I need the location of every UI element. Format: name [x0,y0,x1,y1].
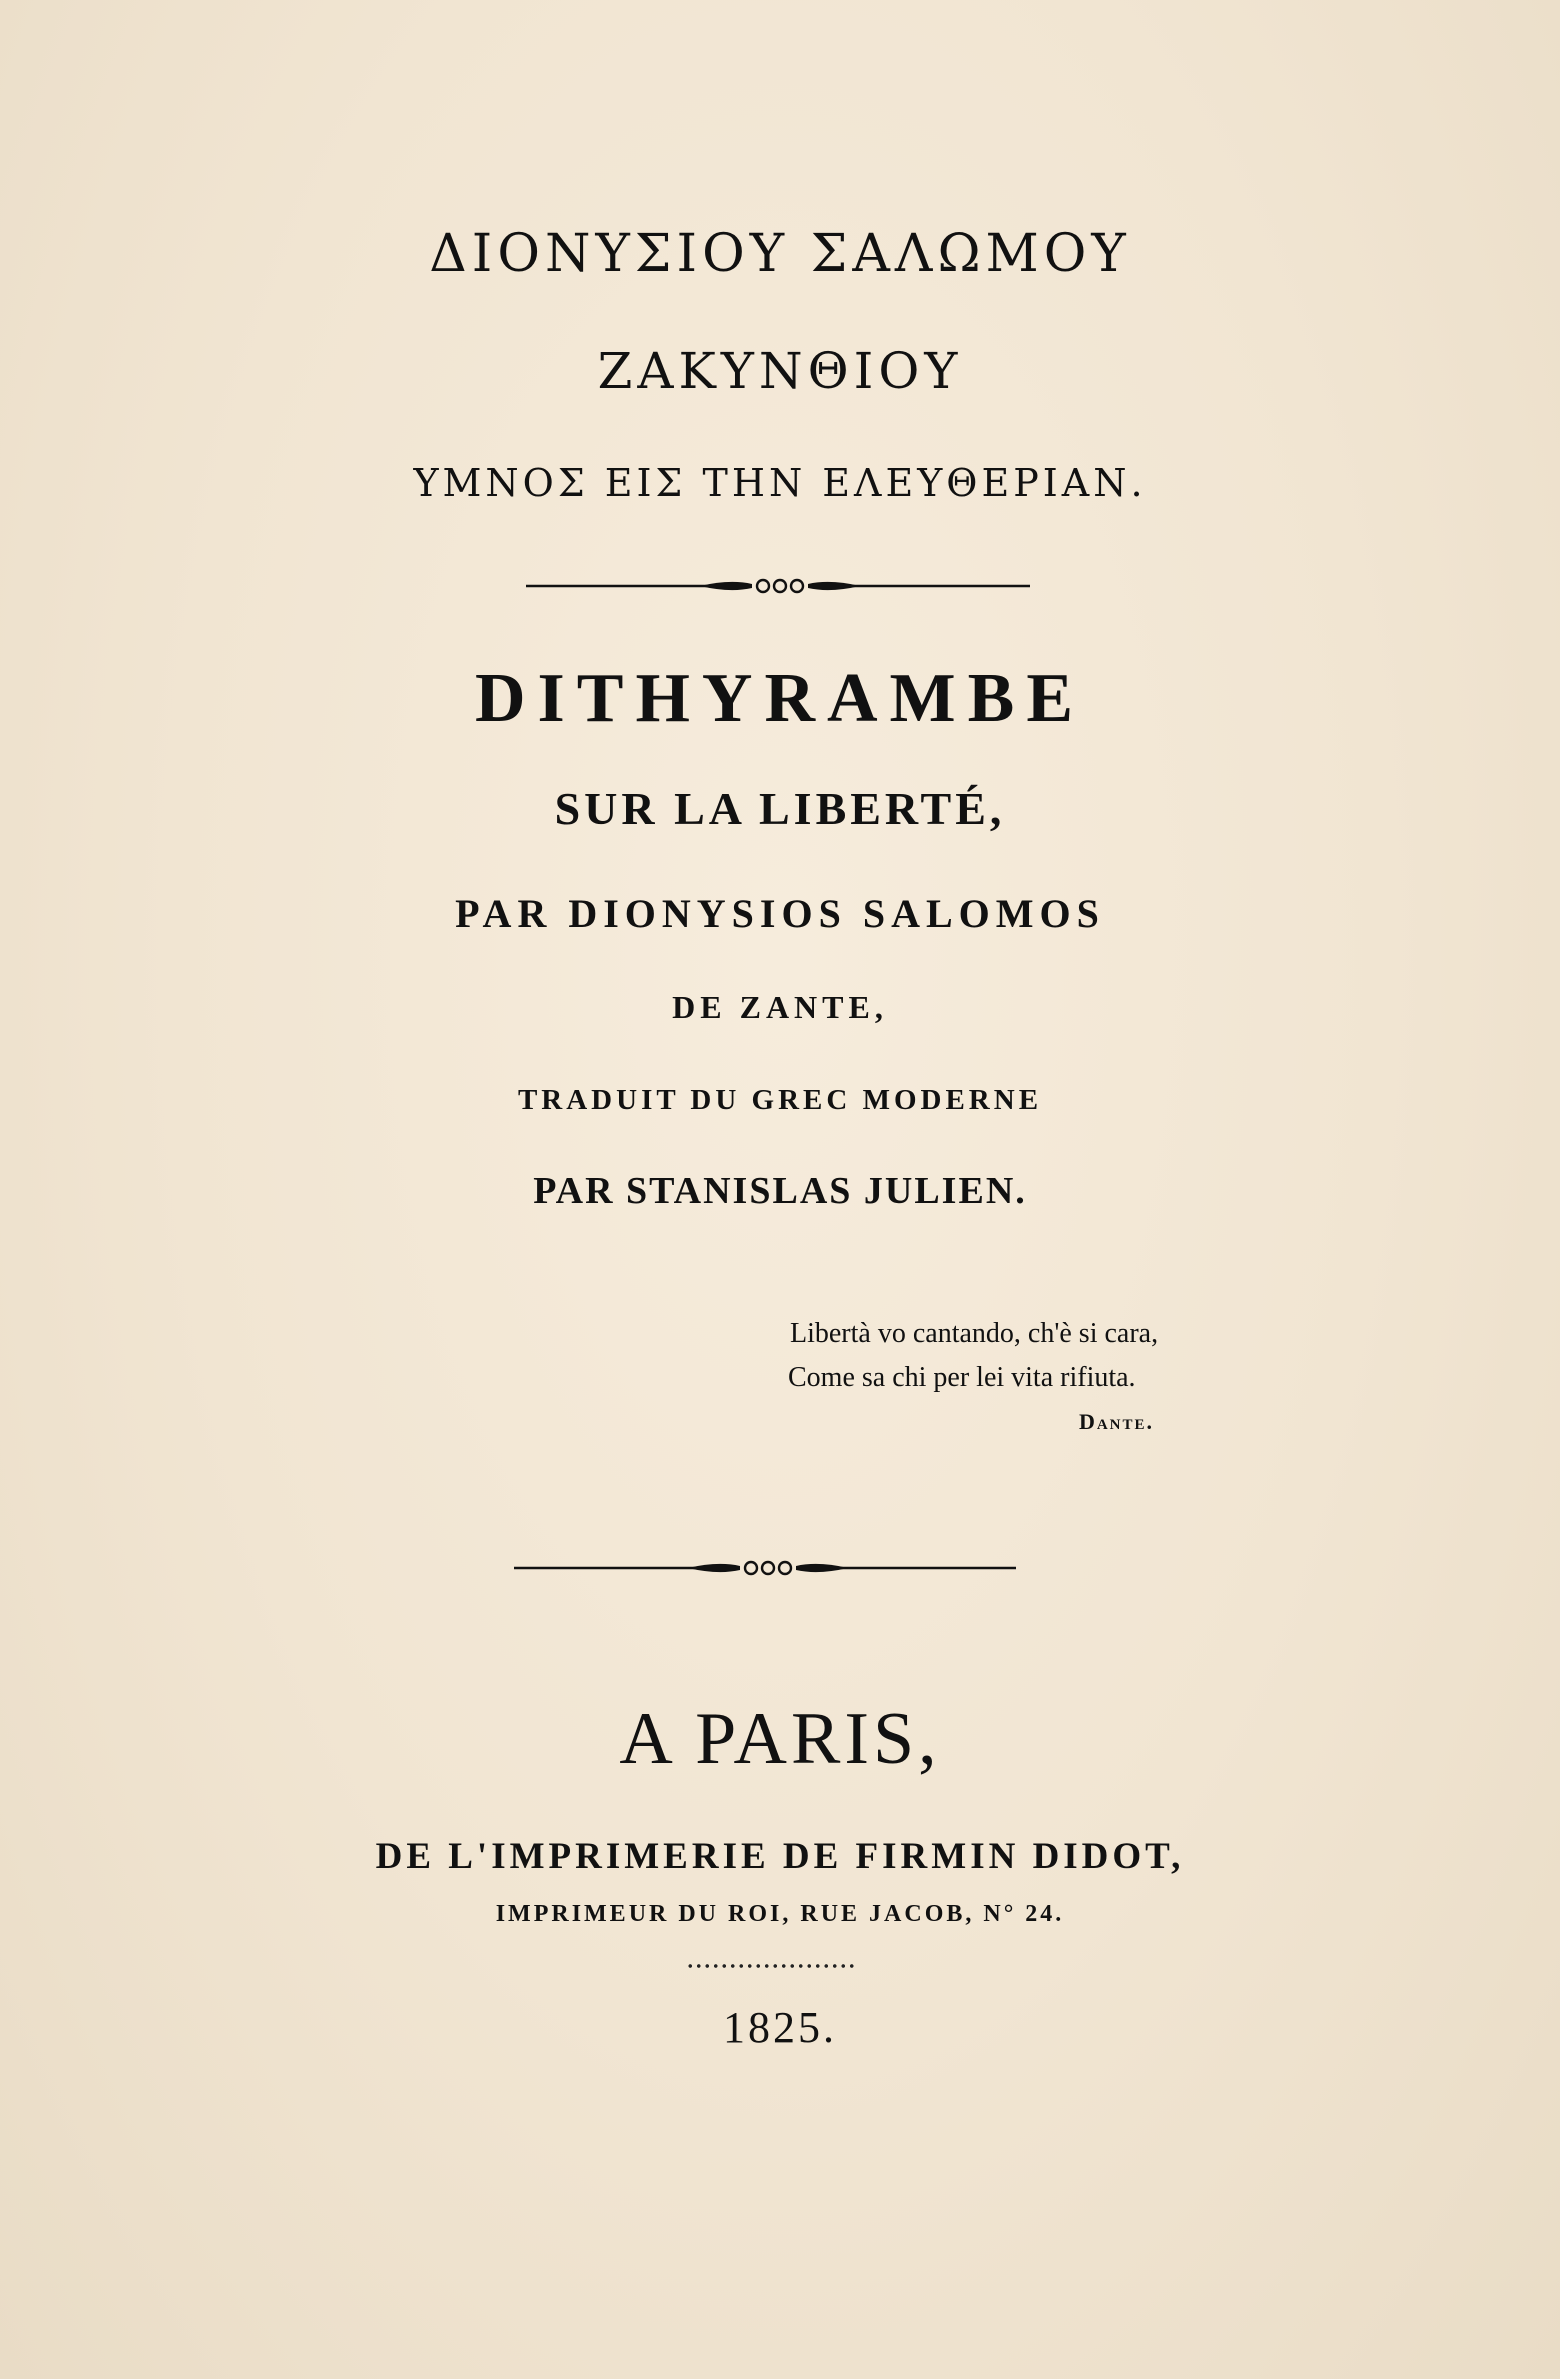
epigraph [784,1312,1284,1444]
ornamental-rule-bottom [0,1553,1560,1583]
french-author-origin: DE ZANTE, [672,989,888,1025]
dotted-rule [686,1962,856,1970]
epigraph-author: Dante. [1078,1409,1154,1434]
epigraph-line-2: Come sa chi per lei vita rifiuta. [788,1362,1136,1393]
publication-year: 1825. [723,2003,837,2052]
greek-author-name: ΔΙΟΝΥΣΙΟΥ ΣΑΛΩΜΟΥ [429,224,1131,284]
imprint-printer: DE L'IMPRIMERIE DE FIRMIN DIDOT, [375,1836,1185,1877]
french-title: DITHYRAMBE [474,660,1086,737]
epigraph-line-1: Libertà vo cantando, ch'è si cara, [790,1318,1159,1349]
greek-title: ΥΜΝΟΣ ΕΙΣ ΤΗΝ ΕΛΕΥΘΕΡΙΑΝ. [413,461,1147,505]
translator-name: PAR STANISLAS JULIEN. [533,1170,1027,1212]
ornamental-rule-top [0,571,1560,601]
french-author: PAR DIONYSIOS SALOMOS [455,891,1105,936]
translation-note: TRADUIT DU GREC MODERNE [517,1084,1043,1116]
french-subtitle: SUR LA LIBERTÉ, [554,783,1006,834]
imprint-city: A PARIS, [619,1698,941,1780]
greek-author-origin: ΖΑΚΥΝΘΙΟΥ [597,342,963,400]
imprint-address: IMPRIMEUR DU ROI, RUE JACOB, N° 24. [495,1901,1065,1927]
